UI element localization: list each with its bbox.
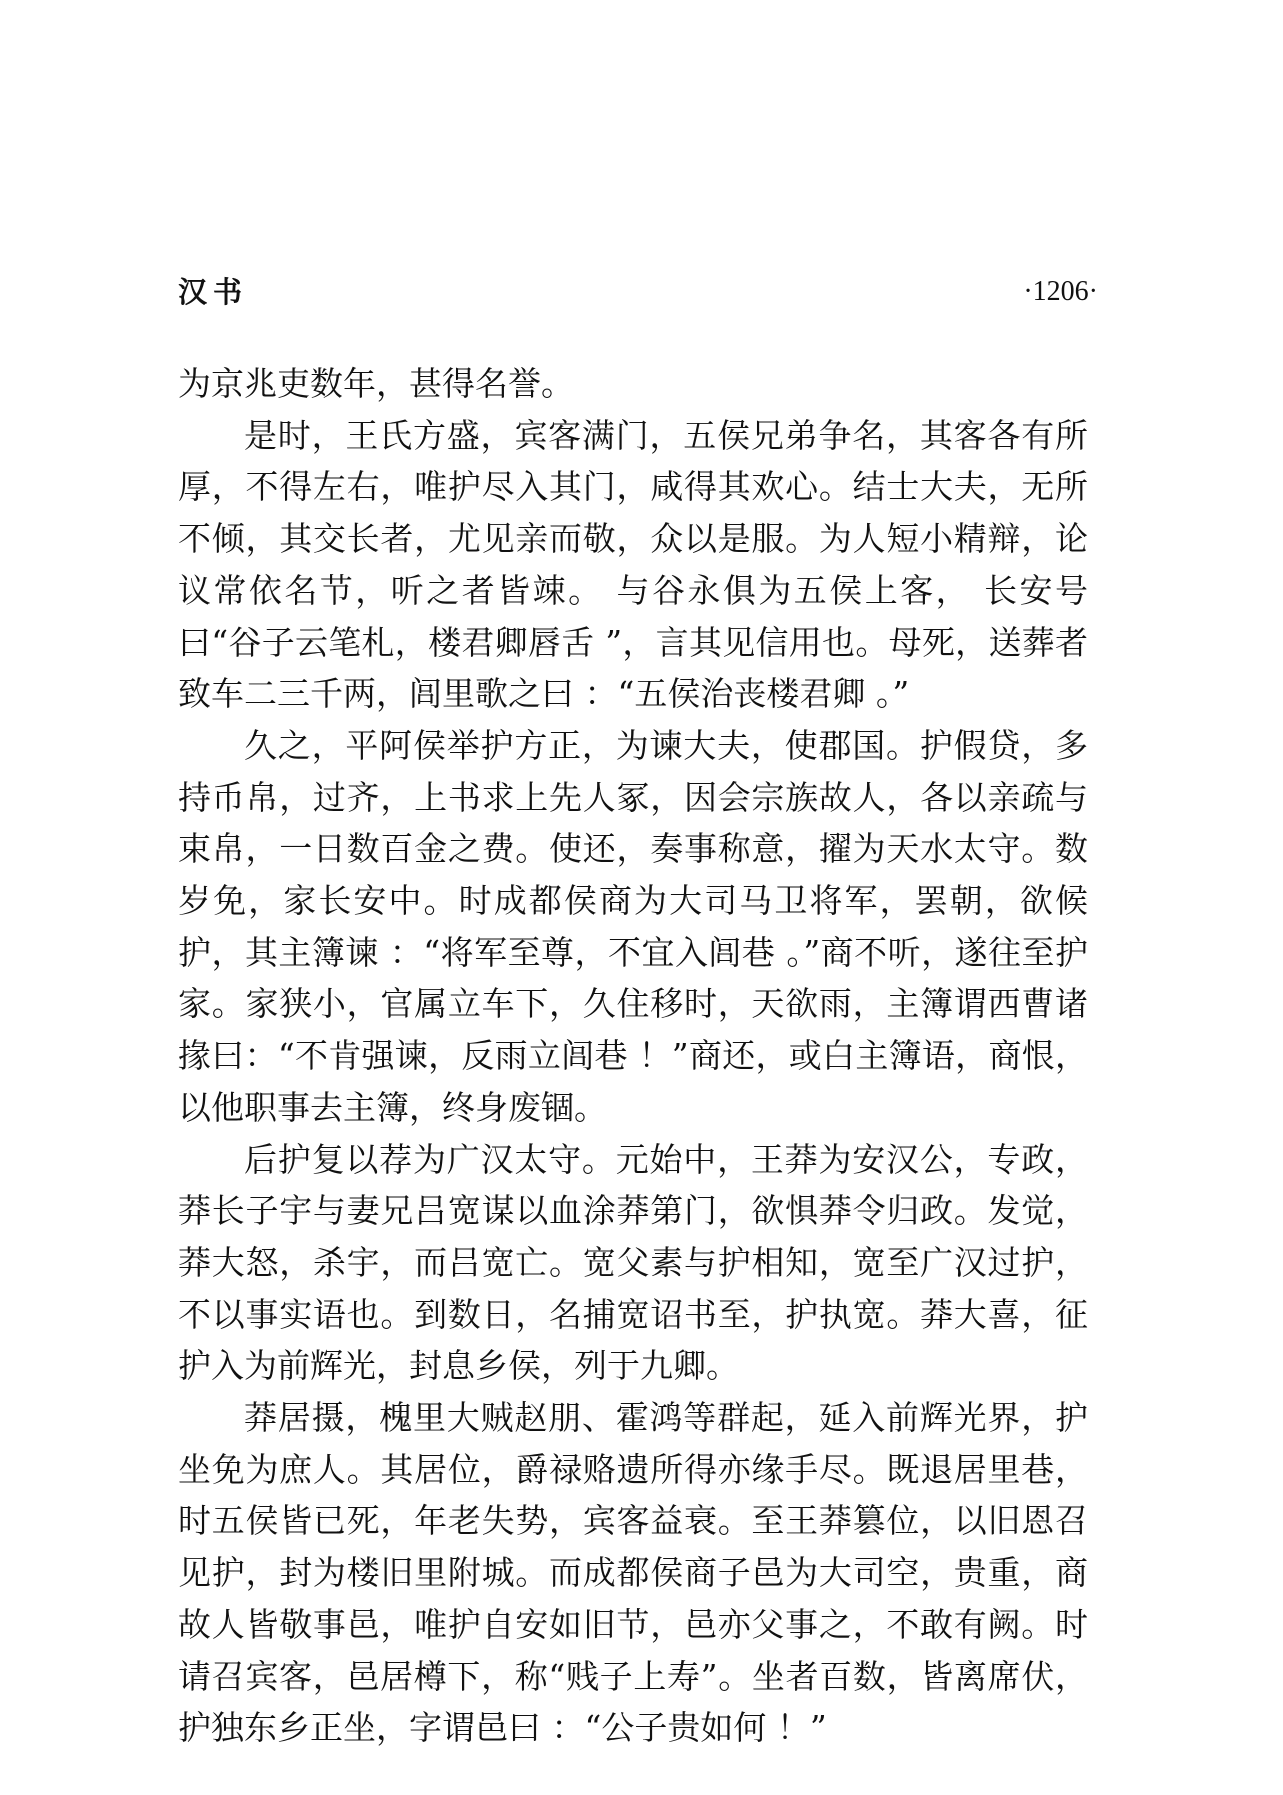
paragraph: 久之，平阿侯举护方正，为谏大夫，使郡国。护假贷，多持币帛，过齐，上书求上先人冢，因会宗族故人，各以亲疏与束帛，一日数百金之费。使还，奏事称意，擢为天水太守。数岁免，家长安中。时成都侯商为大司马卫将军，罢朝，欲候护，其主簿谏 ：“将军至尊，不宜入闾巷 。”商不听，遂往至护家。家狭小，官属立车下，久住移时，天欲雨，主簿谓西曹诸掾曰：“不肯强谏，反雨立闾巷 ！”商还，或白主簿语，商恨，以他职事去主簿，终身废锢。 xyxy=(178,725,1088,1127)
page-header xyxy=(178,272,1098,312)
paragraph: 莽居摄，槐里大贼赵朋、霍鸿等群起，延入前辉光界，护坐免为庶人。其居位，爵禄赂遗所得亦缘手尽。既退居里巷，时五侯皆已死，年老失势，宾客益衰。至王莽篡位，以旧恩召见护，封为楼旧里附城。而成都侯商子邑为大司空，贵重，商故人皆敬事邑，唯护自安如旧节，邑亦父事之，不敢有阙。时请召宾客，邑居樽下，称“贱子上寿”。坐者百数，皆离席伏，护独东乡正坐，字谓邑曰 ：“公子贵如何 ！” xyxy=(178,1398,1088,1748)
paragraph-continued: 为京兆吏数年，甚得名誉。 xyxy=(178,364,574,403)
paragraph: 是时，王氏方盛，宾客满门，五侯兄弟争名，其客各有所厚，不得左右，唯护尽入其门，咸得其欢心。结士大夫，无所不倾，其交长者，尤见亲而敬，众以是服。为人短小精辩，论议常依名节，听之者皆竦。 与谷永俱为五侯上客， 长安号曰“谷子云笔札，楼君卿唇舌 ”，言其见信用也。母死，送葬者致车二三千两，闾里歌之曰 ：“五侯治丧楼君卿 。” xyxy=(178,415,1088,714)
body-text xyxy=(178,358,1088,1754)
paragraph: 后护复以荐为广汉太守。元始中，王莽为安汉公，专政，莽长子宇与妻兄吕宽谋以血涂莽第门，欲惧莽令归政。发觉，莽大怒，杀宇，而吕宽亡。宽父素与护相知，宽至广汉过护，不以事实语也。到数日，名捕宽诏书至，护执宽。莽大喜，征护入为前辉光，封息乡侯，列于九卿。 xyxy=(178,1139,1088,1386)
page-number: ·1206· xyxy=(1023,276,1098,307)
book-title: 汉书 xyxy=(178,275,249,309)
